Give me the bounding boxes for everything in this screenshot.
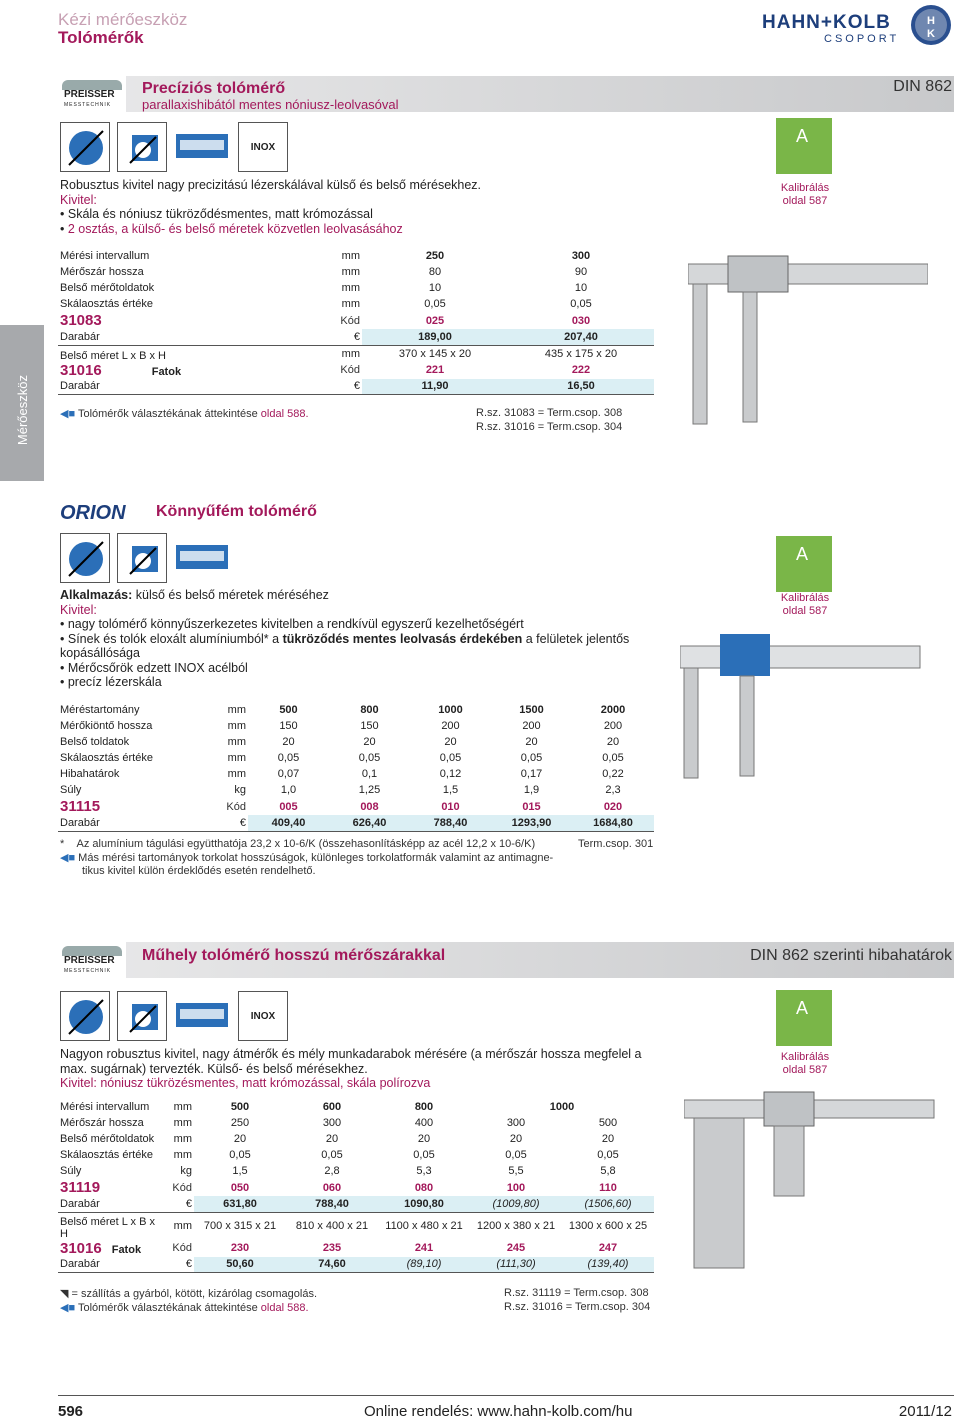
section3-description: Nagyon robusztus kivitel, nagy átmérők és mély munkadarabok mérésére (a mérőszár hossza megfelel a max. sugárnak) tervezték. Külső- és belső mérésekhez. Kivitel: nóniusz tükrözésmentes, matt krómozással, skála polírozva <box>60 1047 642 1090</box>
inside-measure-icon <box>117 533 167 583</box>
header-category: Kézi mérőeszköz <box>58 10 188 29</box>
section1-ref1: R.sz. 31083 = Term.csop. 308 <box>476 407 623 419</box>
calibration-badge-a: A <box>776 118 832 174</box>
section1-subtitle: parallaxishibától mentes nóniusz-leolvasóval <box>142 97 399 112</box>
calibration-note: Kalibrálás oldal 587 <box>780 1051 830 1076</box>
caliper-image-2 <box>680 626 944 788</box>
caliper-image-3 <box>684 1090 948 1270</box>
online-order: Online rendelés: www.hahn-kolb.com/hu <box>364 1403 633 1420</box>
section3-din: DIN 862 szerinti hibahatárok <box>750 947 952 964</box>
page-number: 596 <box>58 1403 84 1420</box>
inside-measure-icon <box>117 122 167 172</box>
preisser-logo: PREISSER MESSTECHNIK <box>58 76 126 112</box>
scale-icon <box>174 533 231 583</box>
calibration-badge-a: A <box>776 990 832 1046</box>
section1-ref2: R.sz. 31016 = Term.csop. 304 <box>476 421 623 433</box>
section2-title: Könnyűfém tolómérő <box>156 503 317 520</box>
section1-note: ◀■ Tolómérők választékának áttekintése oldal 588. <box>60 408 309 420</box>
section2-note: ◀■ Más mérési tartományok torkolat hosszúságok, különleges torkolatformák valamint az antimagne- tikus kivitel külön érdeklődés esetén rendelhető. <box>60 852 554 877</box>
calibration-badge-a: A <box>776 536 832 592</box>
page-title: Tolómérők <box>58 28 144 47</box>
side-tab-label: Mérőeszköz <box>15 375 30 446</box>
section1-din: DIN 862 <box>893 78 952 95</box>
section3-table: Mérési intervallum mm 500 600 800 1000 Mérőszár hossza mm 250 300 400 300 500 Belső mérőtoldatok mm 20 20 20 20 20 Skálaosztás értéke mm 0,05 0,05 0,05 0,05 0,05 Súly kg 1,5 2,8 5,3 5,5 5,8 31119 Kód 050 060 080 100 110 Darabár € 631,80 788,40 1090,80 (1009,80) (1506,60) Belső méret L x B x H mm 700 x 315 x 21 810 x 400 x 21 1100 x 480 x 21 1200 x 380 x 21 1300 x 600 x 25 31016 Fatok Kód 230 235 241 245 247 Darabár € 50,60 74,60 (89,10) (111,30) (139,40) <box>58 1099 654 1273</box>
outside-measure-icon <box>60 533 110 583</box>
inox-badge: INOX <box>238 122 288 172</box>
hk-emblem-icon <box>910 4 952 46</box>
section1-title: Precíziós tolómérő <box>142 80 286 97</box>
footer-divider <box>58 1395 954 1396</box>
calibration-note: Kalibrálás oldal 587 <box>780 182 830 207</box>
logo-brand: HAHN+KOLB <box>762 12 891 33</box>
scale-icon <box>174 991 231 1041</box>
section1-description: Robusztus kivitel nagy precizitású lézerskálával külső és belső mérésekhez. Kivitel: • Skála és nóniusz tükröződésmentes, matt krómozással • 2 osztás, a külső- és belső méretek közvetlen leolvasásához <box>60 178 482 236</box>
preisser-logo: PREISSER MESSTECHNIK <box>58 942 126 978</box>
section3-ref2: R.sz. 31016 = Term.csop. 304 <box>504 1301 651 1313</box>
edition-date: 2011/12 <box>898 1403 952 1420</box>
side-tab <box>0 325 44 481</box>
section2-table: Méréstartomány mm 500 800 1000 1500 2000 Mérőkiöntő hossza mm 150 150 200 200 200 Belső toldatok mm 20 20 20 20 20 Skálaosztás értéke mm 0,05 0,05 0,05 0,05 0,05 Hibahatárok mm 0,07 0,1 0,12 0,17 0,22 Súly kg 1,0 1,25 1,5 1,9 2,3 31115 Kód 005 008 010 015 020 Darabár € 409,40 626,40 788,40 1293,90 1684,80 <box>58 702 654 832</box>
inox-badge: INOX <box>238 991 288 1041</box>
calibration-note: Kalibrálás oldal 587 <box>780 592 830 617</box>
section3-title: Műhely tolómérő hosszú mérőszárakkal <box>142 947 446 964</box>
outside-measure-icon <box>60 991 110 1041</box>
svg-text:K: K <box>927 28 935 40</box>
section3-legend: ◥ = szállítás a gyárból, kötött, kizárólag csomagolás. <box>60 1288 317 1300</box>
section2-footnote: * Az alumínium tágulási együtthatója 23,2 x 10-6/K (összehasonlításképp az acél 12,2 x 10-6/K) <box>60 838 536 850</box>
orion-logo: ORION <box>60 502 126 524</box>
outside-measure-icon <box>60 122 110 172</box>
scale-icon <box>174 122 231 172</box>
logo-sub: CSOPORT <box>824 33 900 45</box>
section3-ref1: R.sz. 31119 = Term.csop. 308 <box>504 1287 649 1299</box>
section2-footnote-ref: Term.csop. 301 <box>578 838 654 850</box>
caliper-image-1 <box>688 224 928 454</box>
section3-note: ◀■ Tolómérők választékának áttekintése oldal 588. <box>60 1302 309 1314</box>
inside-measure-icon <box>117 991 167 1041</box>
section1-table: Mérési intervallum mm 250 300 Mérőszár hossza mm 80 90 Belső mérőtoldatok mm 10 10 Skálaosztás értéke mm 0,05 0,05 31083 Kód 025 030 Darabár € 189,00 207,40 Belső méret L x B x H mm 370 x 145 x 20 435 x 175 x 20 31016 Fatok Kód 221 222 Darabár € 11,90 16,50 <box>58 248 654 395</box>
hahn-kolb-logo <box>762 4 952 48</box>
section2-description: Alkalmazás: külső és belső méretek méréséhez Kivitel: • nagy tolómérő könnyűszerkezetes kivitelben a rendkívül egyszerű kezelhetőségért • Sínek és tolók eloxált alumíniumból* a tükröződés mentes leolvasás érdekében a felületek jelentős kopásállósága • Mérőcsőrök edzett INOX acélból • precíz lézerskála <box>60 588 630 689</box>
svg-text:H: H <box>927 15 935 27</box>
